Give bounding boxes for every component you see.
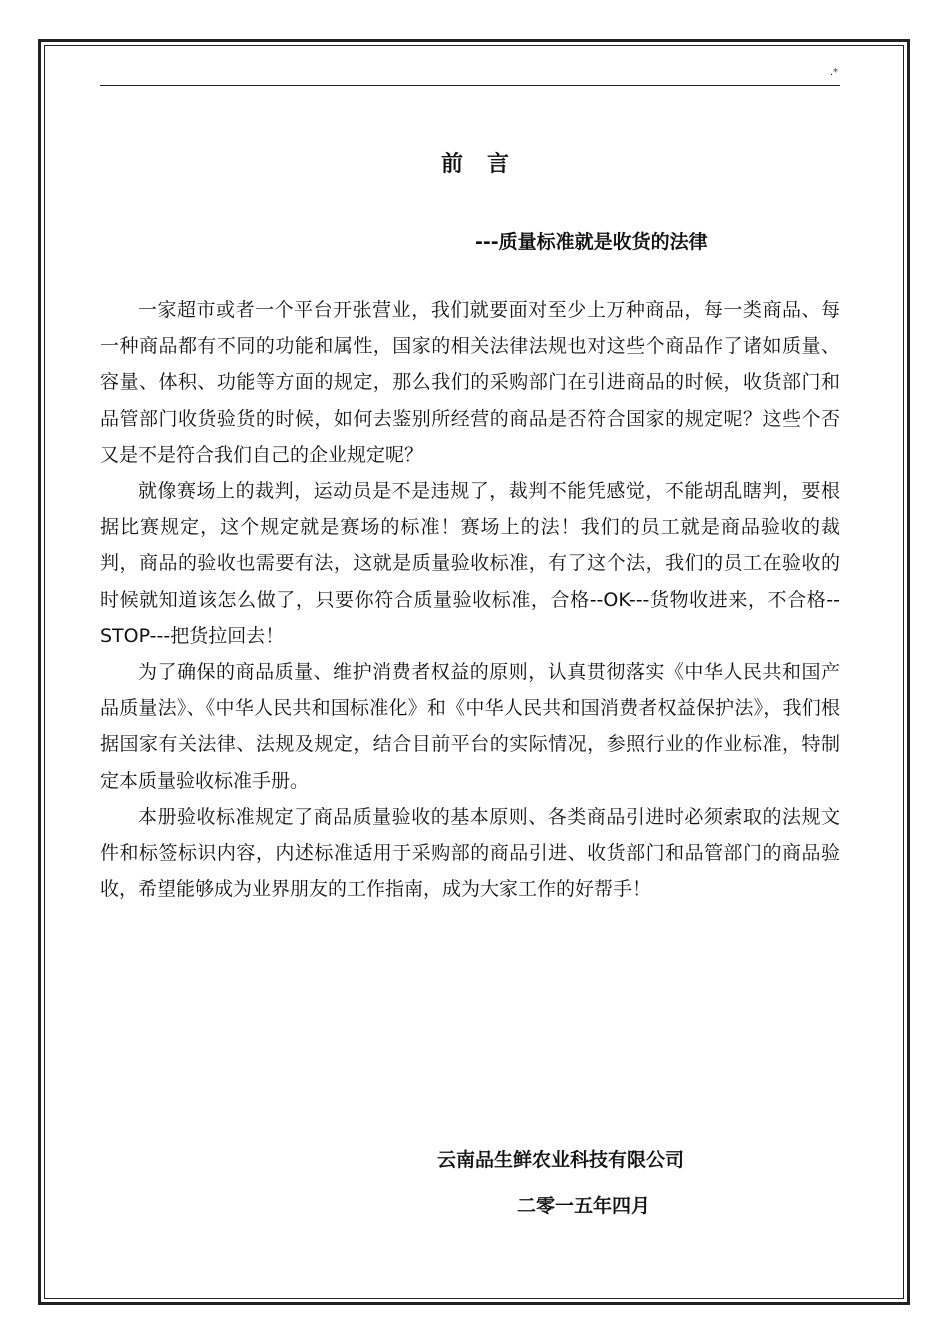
- paragraph-2: 就像赛场上的裁判，运动员是不是违规了，裁判不能凭感觉，不能胡乱瞎判，要根据比赛规定，这个规定就是赛场的标准！赛场上的法！我们的员工就是商品验收的裁判，商品的验收也需要有法，这就是质量验收标准，有了这个法，我们的员工在验收的时候就知道该怎么做了，只要你符合质量验收标准，合格--OK---货物收进来，不合格--STOP---把货拉回去！: [100, 480, 840, 647]
- body-text: [100, 292, 840, 907]
- paragraph-1: 一家超市或者一个平台开张营业，我们就要面对至少上万种商品，每一类商品、每一种商品都有不同的功能和属性，国家的相关法律法规也对这些个商品作了诸如质量、容量、体积、功能等方面的规定，那么我们的采购部门在引进商品的时候，收货部门和品管部门收货验货的时候，如何去鉴别所经营的商品是否符合国家的规定呢？这些个否又是不是符合我们自己的企业规定呢？: [100, 299, 840, 466]
- document-date: 二零一五年四月: [517, 1195, 651, 1217]
- header-rule: [100, 85, 840, 86]
- company-name: 云南品生鲜农业科技有限公司: [437, 1149, 685, 1171]
- paragraph-4: 本册验收标准规定了商品质量验收的基本原则、各类商品引进时必须索取的法规文件和标签标识内容，内述标准适用于采购部的商品引进、收货部门和品管部门的商品验收，希望能够成为业界朋友的工作指南，成为大家工作的好帮手！: [100, 805, 840, 901]
- page-title: 前言: [440, 152, 533, 177]
- header-mark: .*: [829, 67, 838, 78]
- paragraph-3: 为了确保的商品质量、维护消费者权益的原则，认真贯彻落实《中华人民共和国产品质量法》、《中华人民共和国标准化》和《中华人民共和国消费者权益保护法》，我们根据国家有关法律、法规及规定，结合目前平台的实际情况，参照行业的作业标准，特制定本质量验收标准手册。: [100, 661, 840, 792]
- page-subtitle: ---质量标准就是收货的法律: [475, 231, 708, 253]
